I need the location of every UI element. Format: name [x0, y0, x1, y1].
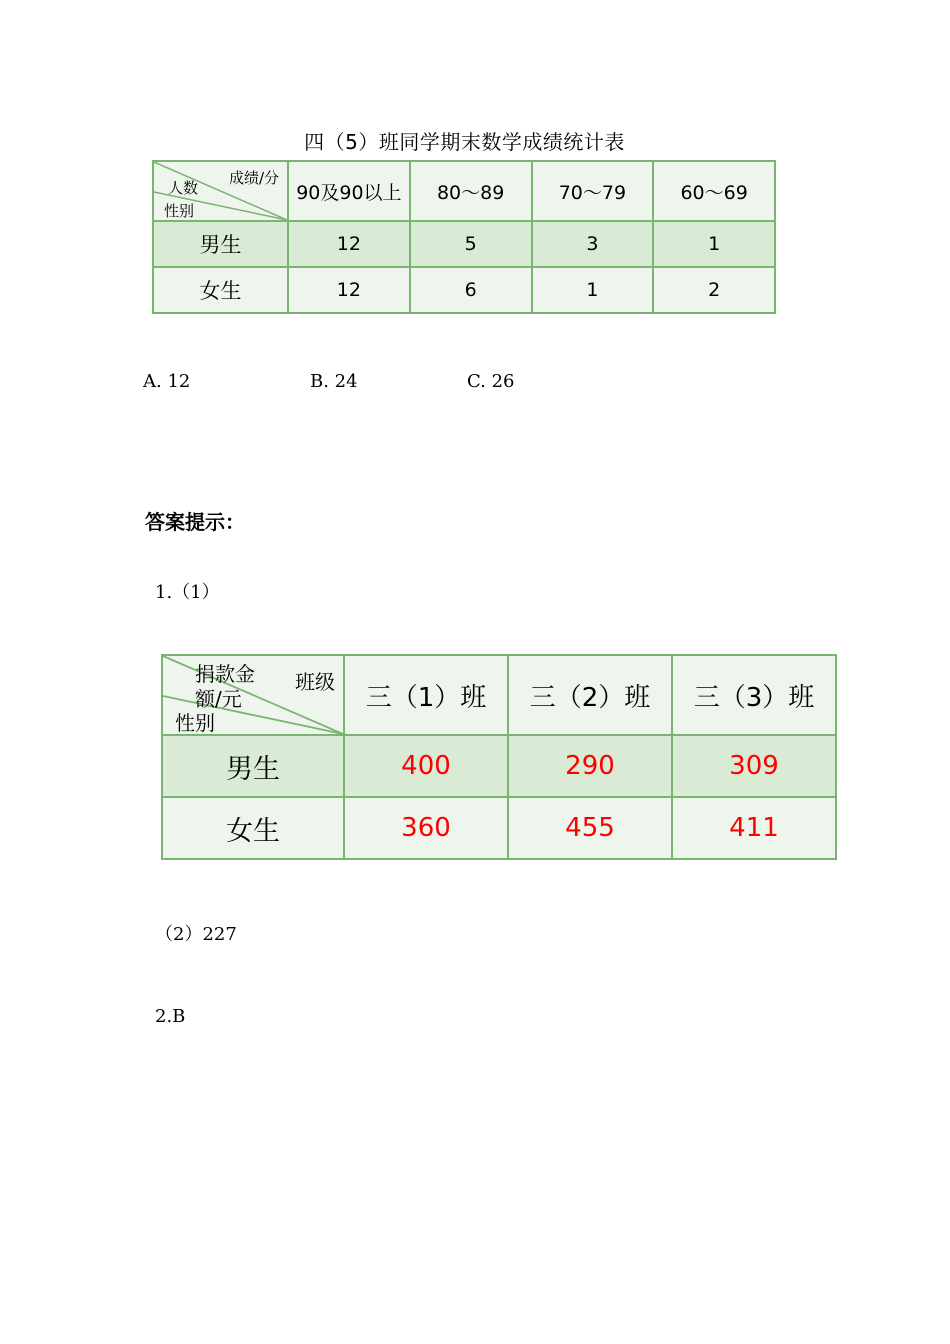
table-cell: 12: [288, 267, 410, 313]
row-label-girls: 女生: [153, 267, 288, 313]
table2-col-header: 三（3）班: [672, 655, 836, 735]
table-cell: 3: [532, 221, 654, 267]
table-cell: 2: [653, 267, 775, 313]
answer-hint-title: 答案提示：: [145, 510, 245, 534]
table2-corner-gender: 性别: [175, 711, 215, 735]
table2-corner-amount-line1: 捐款金: [195, 662, 255, 686]
table1-corner-count: 人数: [168, 179, 199, 197]
choice-b: B. 24: [310, 371, 358, 392]
table-cell: 6: [410, 267, 532, 313]
choice-a: A. 12: [143, 371, 191, 392]
row-label-boys: 男生: [162, 735, 344, 797]
answer-q1-part2: （2）227: [155, 924, 237, 945]
table-cell: 5: [410, 221, 532, 267]
table-cell: 12: [288, 221, 410, 267]
table1-col-header: 60～69: [653, 161, 775, 221]
table-row: [162, 797, 836, 859]
row-label-boys: 男生: [153, 221, 288, 267]
table-cell: 1: [653, 221, 775, 267]
table-cell: 360: [344, 797, 508, 859]
table1-corner-score: 成绩/分: [228, 169, 279, 187]
table1-col-header: 90及90以上: [288, 161, 410, 221]
table-cell: 400: [344, 735, 508, 797]
table-cell: 411: [672, 797, 836, 859]
table2-corner-amount-line2: 额/元: [195, 687, 242, 711]
table-cell: 290: [508, 735, 672, 797]
table2-col-header: 三（1）班: [344, 655, 508, 735]
table1-header-row: [153, 161, 775, 221]
answer-q1-part1: 1.（1）: [155, 582, 220, 603]
table1-col-header: 70～79: [532, 161, 654, 221]
table-cell: 309: [672, 735, 836, 797]
table-cell: 1: [532, 267, 654, 313]
row-label-girls: 女生: [162, 797, 344, 859]
table-row: [153, 221, 775, 267]
table2-corner-cell: [162, 655, 344, 735]
table1-title: 四（5）班同学期末数学成绩统计表: [304, 130, 625, 154]
table2-corner-class: 班级: [295, 670, 335, 694]
table1-col-header: 80～89: [410, 161, 532, 221]
table1-corner-cell: [153, 161, 288, 221]
table-row: [153, 267, 775, 313]
score-statistics-table: [152, 160, 776, 314]
table-cell: 455: [508, 797, 672, 859]
table1-corner-gender: 性别: [164, 202, 195, 220]
table2-header-row: [162, 655, 836, 735]
table-row: [162, 735, 836, 797]
answer-q2: 2.B: [155, 1006, 186, 1027]
choice-c: C. 26: [467, 371, 515, 392]
donation-table: [161, 654, 837, 860]
table2-col-header: 三（2）班: [508, 655, 672, 735]
